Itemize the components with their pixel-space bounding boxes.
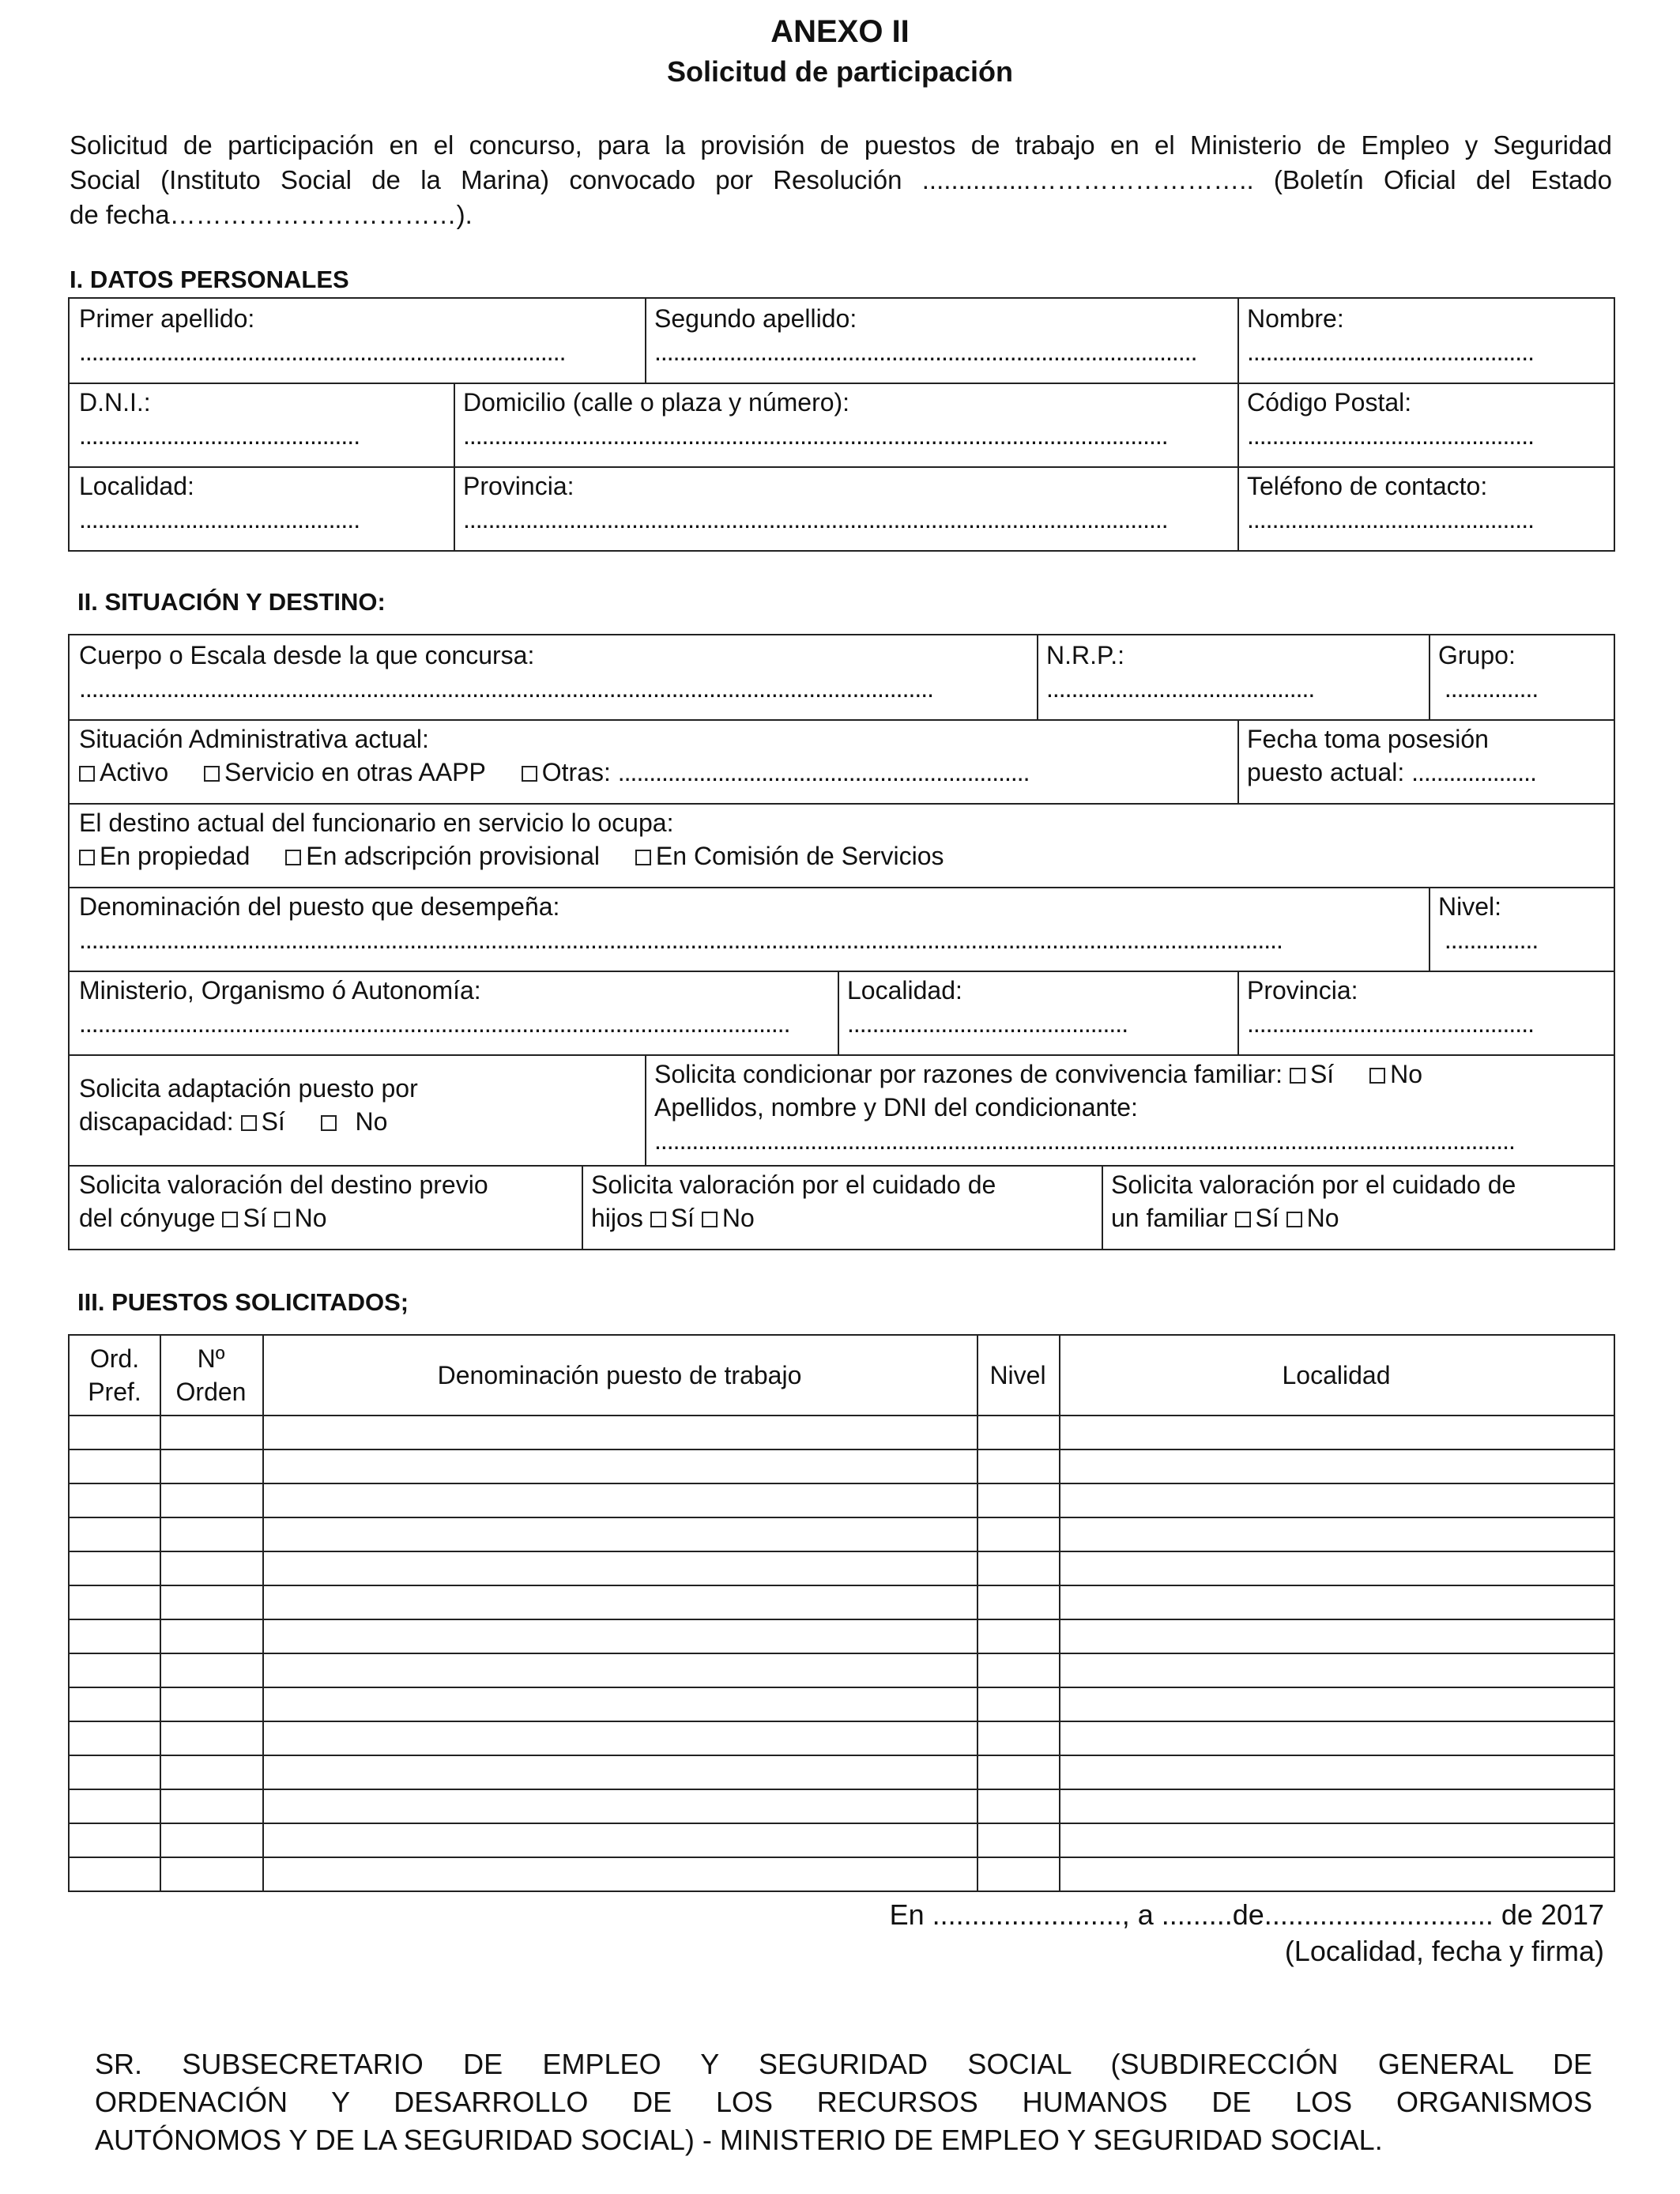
- checkbox-icon: [1369, 1068, 1385, 1084]
- cuerpo-escala-field[interactable]: Cuerpo o Escala desde la que concursa: .........................................................................................................................................: [79, 641, 934, 703]
- table-row[interactable]: [70, 1857, 1614, 1891]
- addressee-line-2: ORDENACIÓN Y DESARROLLO DE LOS RECURSOS HUMANOS DE LOS ORGANISMOS: [95, 2086, 1592, 2118]
- en-adscripcion-checkbox[interactable]: En adscripción provisional: [285, 842, 600, 870]
- fecha-toma-posesion-field[interactable]: Fecha toma posesión puesto actual: ....................: [1247, 725, 1536, 786]
- primer-apellido-field[interactable]: Primer apellido: ..............................................................................: [79, 304, 566, 366]
- section-puestos-heading: III. PUESTOS SOLICITADOS;: [77, 1288, 409, 1316]
- table-row[interactable]: [70, 1721, 1614, 1755]
- dni-field[interactable]: D.N.I.: .............................................: [79, 388, 360, 450]
- hijos-si-checkbox[interactable]: Sí: [650, 1204, 695, 1232]
- codigo-postal-field[interactable]: Código Postal: ..............................................: [1247, 388, 1534, 450]
- servicio-otras-checkbox[interactable]: Servicio en otras AAPP: [204, 758, 486, 786]
- adaptacion-discapacidad: Solicita adaptación puesto por discapacidad: Sí No: [79, 1074, 418, 1136]
- col-nivel: Nivel: [989, 1361, 1046, 1389]
- checkbox-icon: [285, 850, 301, 865]
- checkbox-icon: [274, 1212, 290, 1227]
- familiar-si-checkbox[interactable]: Sí: [1235, 1204, 1279, 1232]
- conyuge-no-checkbox[interactable]: No: [274, 1204, 327, 1232]
- valoracion-conyuge: Solicita valoración del destino previo del cónyuge Sí No: [79, 1171, 488, 1232]
- table-row[interactable]: [70, 1483, 1614, 1517]
- telefono-field[interactable]: Teléfono de contacto: ..............................................: [1247, 472, 1534, 533]
- situacion-administrativa: Situación Administrativa actual: Activo Servicio en otras AAPP Otras: ..................................................................: [79, 725, 1030, 786]
- checkbox-icon: [204, 766, 220, 782]
- section-situacion-heading: II. SITUACIÓN Y DESTINO:: [77, 588, 386, 616]
- table-row[interactable]: [70, 1551, 1614, 1585]
- addressee-line-1: SR. SUBSECRETARIO DE EMPLEO Y SEGURIDAD SOCIAL (SUBDIRECCIÓN GENERAL DE: [95, 2048, 1592, 2080]
- familiar-no-checkbox[interactable]: No: [1286, 1204, 1339, 1232]
- table-row[interactable]: [70, 1449, 1614, 1483]
- section-personal-heading: I. DATOS PERSONALES: [70, 266, 349, 293]
- activo-checkbox[interactable]: Activo: [79, 758, 168, 786]
- personal-data-table: [68, 297, 1615, 552]
- checkbox-icon: [1235, 1212, 1251, 1227]
- col-ord-pref: Ord. Pref.: [88, 1344, 141, 1406]
- checkbox-icon: [1290, 1068, 1305, 1084]
- checkbox-icon: [522, 766, 537, 782]
- hijos-no-checkbox[interactable]: No: [702, 1204, 755, 1232]
- col-denominacion: Denominación puesto de trabajo: [437, 1361, 802, 1389]
- en-propiedad-checkbox[interactable]: En propiedad: [79, 842, 250, 870]
- puestos-table: [68, 1334, 1615, 1892]
- destino-actual: El destino actual del funcionario en servicio lo ocupa: En propiedad En adscripción provisional En Comisión de Servicios: [79, 809, 944, 870]
- addressee-line-3: AUTÓNOMOS Y DE LA SEGURIDAD SOCIAL) - MINISTERIO DE EMPLEO Y SEGURIDAD SOCIAL.: [95, 2124, 1383, 2156]
- domicilio-field[interactable]: Domicilio (calle o plaza y número): .................................................................................................................: [463, 388, 1168, 450]
- valoracion-hijos: Solicita valoración por el cuidado de hijos Sí No: [591, 1171, 996, 1232]
- table-row[interactable]: [70, 1653, 1614, 1687]
- checkbox-icon: [1286, 1212, 1302, 1227]
- condicionar-si-checkbox[interactable]: Sí: [1290, 1060, 1334, 1088]
- intro-line-2: Social (Instituto Social de la Marina) convocado por Resolución ...............…………………….. (Boletín Oficial del Estado: [70, 165, 1612, 194]
- condicionar-convivencia: Solicita condicionar por razones de convivencia familiar: Sí No Apellidos, nombre y DNI del condicionante: ..........................................................................................................................................: [645, 1054, 1614, 1160]
- col-localidad: Localidad: [1282, 1361, 1391, 1389]
- localidad-field[interactable]: Localidad: .............................................: [79, 472, 360, 533]
- checkbox-icon: [241, 1115, 257, 1131]
- checkbox-icon: [222, 1212, 238, 1227]
- checkbox-icon: [702, 1212, 718, 1227]
- checkbox-icon: [635, 850, 651, 865]
- signature-line: En ........................, a .........de............................. de 2017: [889, 1898, 1604, 1931]
- signature-caption: (Localidad, fecha y firma): [1284, 1935, 1604, 1967]
- checkbox-icon: [79, 766, 95, 782]
- table-row[interactable]: [70, 1585, 1614, 1619]
- intro-line-1: Solicitud de participación en el concurso, para la provisión de puestos de trabajo en el Ministerio de Empleo y Seguridad: [70, 130, 1612, 160]
- ministerio-field[interactable]: Ministerio, Organismo ó Autonomía: ..................................................................................................................: [79, 976, 790, 1038]
- adaptacion-no-checkbox[interactable]: No: [321, 1107, 388, 1136]
- provincia-field[interactable]: Provincia: .................................................................................................................: [463, 472, 1168, 533]
- nivel-field[interactable]: Nivel: ...............: [1438, 892, 1539, 954]
- table-row[interactable]: [70, 1619, 1614, 1653]
- situacion-destino-table: [68, 634, 1615, 1250]
- provincia-destino-field[interactable]: Provincia: ..............................................: [1247, 976, 1534, 1038]
- document-title: ANEXO II: [770, 14, 910, 49]
- conyuge-si-checkbox[interactable]: Sí: [222, 1204, 266, 1232]
- otras-checkbox[interactable]: Otras:: [522, 758, 611, 786]
- checkbox-icon: [79, 850, 95, 865]
- localidad-destino-field[interactable]: Localidad: .............................................: [847, 976, 1128, 1038]
- col-num-orden: Nº Orden: [175, 1344, 247, 1406]
- checkbox-icon: [650, 1212, 666, 1227]
- nrp-field[interactable]: N.R.P.: ...........................................: [1046, 641, 1315, 703]
- table-row[interactable]: [70, 1789, 1614, 1823]
- nombre-field[interactable]: Nombre: ..............................................: [1247, 304, 1534, 366]
- puestos-rows: [70, 1415, 1614, 1891]
- checkbox-icon: [321, 1115, 337, 1131]
- table-row[interactable]: [70, 1687, 1614, 1721]
- adaptacion-si-checkbox[interactable]: Sí: [241, 1107, 285, 1136]
- table-row[interactable]: [70, 1517, 1614, 1551]
- intro-line-3: de fecha……………………………).: [70, 200, 473, 229]
- condicionar-no-checkbox[interactable]: No: [1369, 1060, 1422, 1088]
- denominacion-puesto-field[interactable]: Denominación del puesto que desempeña: .................................................................................................................................................................................................: [79, 892, 1283, 954]
- table-row[interactable]: [70, 1415, 1614, 1449]
- condicionante-field[interactable]: ..........................................................................................................................................: [654, 1126, 1515, 1155]
- document-subtitle: Solicitud de participación: [666, 55, 1014, 88]
- en-comision-checkbox[interactable]: En Comisión de Servicios: [635, 842, 944, 870]
- table-row[interactable]: [70, 1755, 1614, 1789]
- segundo-apellido-field[interactable]: Segundo apellido: .......................................................................................: [654, 304, 1197, 366]
- grupo-field[interactable]: Grupo: ...............: [1438, 641, 1539, 703]
- valoracion-familiar: Solicita valoración por el cuidado de un familiar Sí No: [1111, 1171, 1516, 1232]
- table-row[interactable]: [70, 1823, 1614, 1857]
